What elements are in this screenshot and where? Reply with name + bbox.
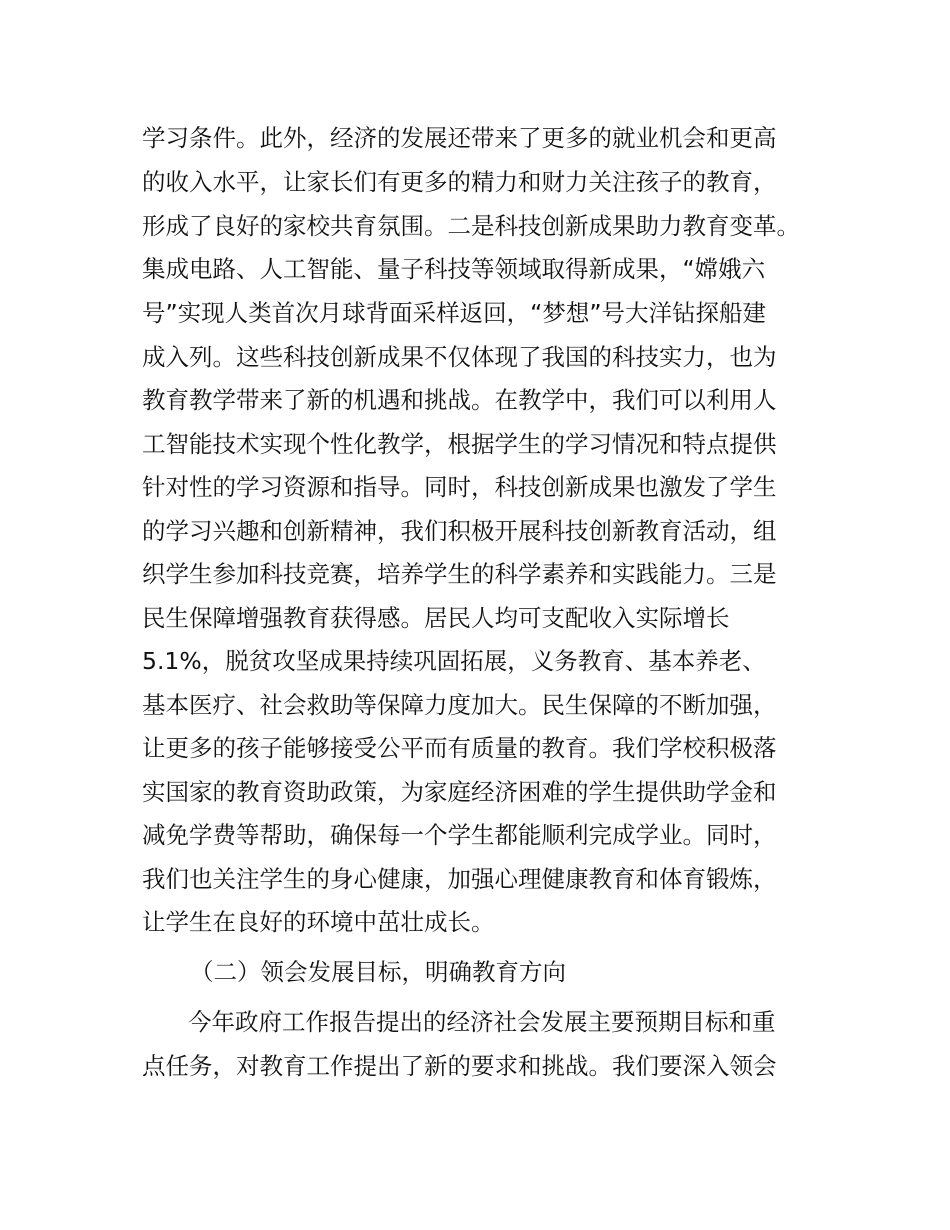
paragraph-line: 学习条件。此外，经济的发展还带来了更多的就业机会和更高 bbox=[142, 124, 777, 152]
paragraph-line: 今年政府工作报告提出的经济社会发展主要预期目标和重 bbox=[188, 1008, 776, 1036]
paragraph-line: 我们也关注学生的身心健康，加强心理健康教育和体育锻炼， bbox=[142, 865, 777, 893]
paragraph-line: 实国家的教育资助政策，为家庭经济困难的学生提供助学金和 bbox=[142, 778, 777, 806]
paragraph-line: 针对性的学习资源和指导。同时，科技创新成果也激发了学生 bbox=[142, 473, 777, 501]
section-heading: （二）领会发展目标，明确教育方向 bbox=[190, 958, 566, 986]
paragraph-line: 点任务，对教育工作提出了新的要求和挑战。我们要深入领会 bbox=[142, 1052, 777, 1080]
paragraph-line: 减免学费等帮助，确保每一个学生都能顺利完成学业。同时， bbox=[142, 821, 777, 849]
paragraph-line: 集成电路、人工智能、量子科技等领域取得新成果，“嫦娥六 bbox=[142, 255, 766, 283]
paragraph-line: 民生保障增强教育获得感。居民人均可支配收入实际增长 bbox=[142, 604, 730, 632]
paragraph-line: 成入列。这些科技创新成果不仅体现了我国的科技实力，也为 bbox=[142, 343, 777, 371]
paragraph-line: 号”实现人类首次月球背面采样返回，“梦想”号大洋钻探船建 bbox=[142, 299, 767, 327]
paragraph-line: 的学习兴趣和创新精神，我们积极开展科技创新教育活动，组 bbox=[142, 517, 777, 545]
paragraph-line: 的收入水平，让家长们有更多的精力和财力关注孩子的教育， bbox=[142, 168, 777, 196]
paragraph-line: 形成了良好的家校共育氛围。二是科技创新成果助力教育变革。 bbox=[142, 212, 800, 240]
paragraph-line: 5.1%，脱贫攻坚成果持续巩固拓展，义务教育、基本养老、 bbox=[142, 647, 766, 675]
paragraph-line: 让更多的孩子能够接受公平而有质量的教育。我们学校积极落 bbox=[142, 734, 777, 762]
paragraph-line: 让学生在良好的环境中茁壮成长。 bbox=[142, 908, 495, 936]
paragraph-line: 工智能技术实现个性化教学，根据学生的学习情况和特点提供 bbox=[142, 430, 777, 458]
paragraph-line: 织学生参加科技竞赛，培养学生的科学素养和实践能力。三是 bbox=[142, 560, 777, 588]
paragraph-line: 基本医疗、社会救助等保障力度加大。民生保障的不断加强， bbox=[142, 691, 777, 719]
paragraph-line: 教育教学带来了新的机遇和挑战。在教学中，我们可以利用人 bbox=[142, 386, 777, 414]
